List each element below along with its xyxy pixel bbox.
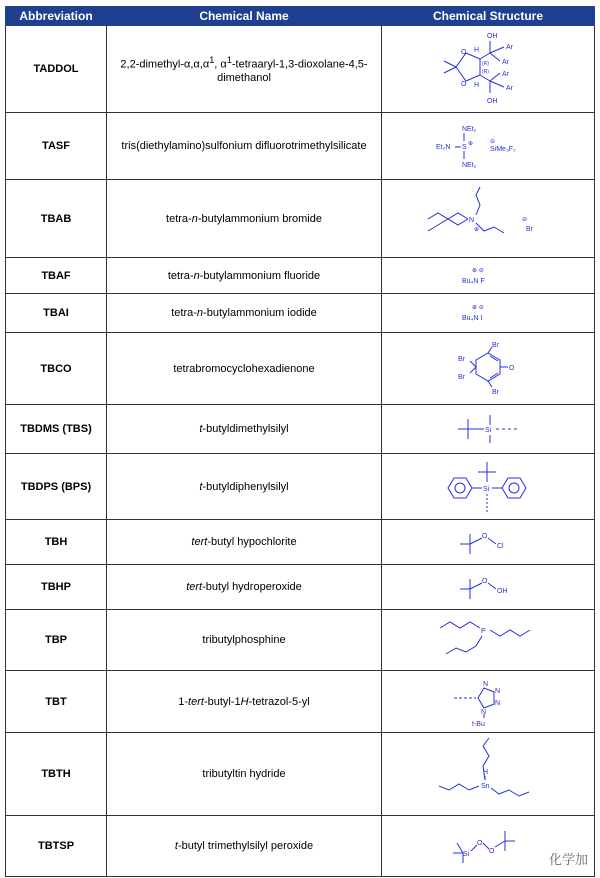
table-row	[6, 180, 595, 258]
chemical-name-cell: 1-tert-butyl-1H-tetrazol-5-yl	[107, 671, 382, 733]
table-header-row	[6, 7, 595, 26]
abbreviation-cell: TASF	[6, 113, 107, 180]
structure-cell	[382, 733, 595, 816]
tbco-structure	[448, 339, 528, 399]
chemical-name-cell: tetra-n-butylammonium fluoride	[107, 258, 382, 294]
taddol-structure	[428, 29, 548, 109]
abbreviation-table	[5, 6, 595, 877]
stereo-label: (R)	[482, 69, 489, 75]
tbaf-structure	[458, 263, 518, 289]
table-row	[6, 610, 595, 671]
h-label: H	[483, 769, 489, 776]
structure-cell	[382, 294, 595, 333]
charge-label: ⊕ ⊖	[472, 267, 484, 274]
sn-label: Sn	[481, 783, 490, 790]
abbreviation-cell: TBDPS (BPS)	[6, 454, 107, 520]
header-chemical-name: Chemical Name	[107, 7, 382, 26]
abbreviation-cell: TBT	[6, 671, 107, 733]
s-label: S	[462, 144, 467, 151]
table-row	[6, 520, 595, 565]
si-label: Si	[463, 851, 470, 858]
table-row	[6, 733, 595, 816]
structure-cell	[382, 180, 595, 258]
n-label: N	[495, 699, 501, 707]
n-label: N	[469, 216, 475, 224]
chemical-name-cell: tris(diethylamino)sulfonium difluorotrimethylsilicate	[107, 113, 382, 180]
chemical-name-cell: tetra-n-butylammonium bromide	[107, 180, 382, 258]
tbu-label: t-Bu	[472, 720, 485, 728]
tbai-structure	[458, 300, 518, 326]
tbth-structure	[433, 736, 543, 812]
br-label: Br	[492, 388, 499, 396]
table-row	[6, 454, 595, 520]
chemical-name-cell: tert-butyl hydroperoxide	[107, 565, 382, 610]
abbreviation-cell: TBHP	[6, 565, 107, 610]
formula-label: Bu₄N I	[462, 315, 483, 322]
chemical-name-cell: t-butyldimethylsilyl	[107, 405, 382, 454]
tbdps-structure	[438, 458, 538, 516]
abbreviation-cell: TBH	[6, 520, 107, 565]
formula-label: Bu₄N F	[462, 277, 485, 285]
structure-cell	[382, 26, 595, 113]
n-label: N	[481, 708, 487, 716]
tbab-structure	[418, 187, 558, 251]
structure-cell	[382, 405, 595, 454]
chemical-name-cell: tributylphosphine	[107, 610, 382, 671]
br-label: Br	[458, 373, 465, 381]
abbreviation-cell: TBAB	[6, 180, 107, 258]
table-row	[6, 565, 595, 610]
abbreviation-cell: TADDOL	[6, 26, 107, 113]
watermark: 化学加	[548, 852, 588, 867]
table-row	[6, 113, 595, 180]
chemical-name-cell: t-butyldiphenylsilyl	[107, 454, 382, 520]
o-label: O	[482, 578, 488, 585]
table-row	[6, 816, 595, 877]
h-label: H	[474, 82, 480, 89]
structure-cell	[382, 671, 595, 733]
stereo-label: (R)	[482, 61, 489, 67]
tbhp-structure	[448, 569, 528, 605]
header-abbreviation: Abbreviation	[6, 7, 107, 26]
abbreviation-cell: TBDMS (TBS)	[6, 405, 107, 454]
ar-label: Ar	[502, 71, 509, 78]
ar-label: Ar	[502, 59, 509, 66]
table-row	[6, 294, 595, 333]
structure-cell	[382, 520, 595, 565]
abbreviation-cell: TBTSP	[6, 816, 107, 877]
structure-cell	[382, 610, 595, 671]
tasf-structure	[428, 121, 548, 171]
abbreviation-cell: TBCO	[6, 333, 107, 405]
chemical-name-cell: $2,2-dimethyl-\alpha,\alpha,\alpha^1$, $\alpha^1-tetraaryl-1,3-dioxolane-4,5$-dimethanol	[107, 26, 382, 113]
chemical-name-cell: tetrabromocyclohexadienone	[107, 333, 382, 405]
n-label: N	[483, 680, 489, 688]
o-label: O	[482, 533, 488, 540]
ar-label: Ar	[506, 85, 513, 92]
structure-cell	[382, 333, 595, 405]
tbh-structure	[448, 524, 528, 560]
o-label: O	[461, 81, 467, 88]
tbt-structure	[448, 674, 528, 730]
abbreviation-cell: TBAI	[6, 294, 107, 333]
o-label: O	[489, 848, 495, 855]
ar-label: Ar	[506, 44, 513, 51]
chemical-name-cell: tetra-n-butylammonium iodide	[107, 294, 382, 333]
br-label: Br	[458, 355, 465, 363]
si-label: Si	[483, 485, 490, 493]
structure-cell	[382, 565, 595, 610]
abbreviation-cell: TBTH	[6, 733, 107, 816]
structure-cell	[382, 258, 595, 294]
net2-label: NEt₂	[462, 162, 477, 169]
h-label: H	[474, 47, 480, 54]
table-row	[6, 405, 595, 454]
oh-label: OH	[487, 33, 498, 40]
et2n-label: Et₂N	[436, 144, 451, 151]
table-row	[6, 333, 595, 405]
chemical-name-cell: tert-butyl hypochlorite	[107, 520, 382, 565]
o-label: O	[509, 364, 515, 372]
br-label: Br	[526, 225, 533, 233]
structure-cell	[382, 454, 595, 520]
o-label: O	[461, 49, 467, 56]
minus-charge: ⊖	[522, 216, 528, 223]
oh-label: OH	[497, 588, 508, 595]
minus-charge: ⊖	[490, 139, 496, 145]
oh-label: OH	[487, 98, 498, 105]
header-chemical-structure: Chemical Structure	[382, 7, 595, 26]
plus-charge: ⊕	[468, 141, 474, 147]
o-label: O	[477, 840, 483, 847]
charge-label: ⊕ ⊖	[472, 305, 484, 311]
si-label: Si	[485, 427, 492, 434]
net2-label: NEt₂	[462, 126, 477, 133]
n-label: N	[495, 687, 501, 695]
chemical-name-cell: tributyltin hydride	[107, 733, 382, 816]
br-label: Br	[492, 341, 499, 349]
structure-cell	[382, 113, 595, 180]
table-row	[6, 671, 595, 733]
table-row	[6, 26, 595, 113]
plus-charge: ⊕	[474, 226, 480, 233]
abbreviation-cell: TBAF	[6, 258, 107, 294]
abbreviation-cell: TBP	[6, 610, 107, 671]
tbp-structure	[428, 614, 548, 666]
tbtsp-structure	[433, 821, 543, 871]
chemical-name-cell: t-butyl trimethylsilyl peroxide	[107, 816, 382, 877]
silicate-label: SiMe₃F₂	[490, 146, 516, 153]
p-label: P	[481, 628, 486, 635]
cl-label: Cl	[497, 543, 504, 550]
table-row	[6, 258, 595, 294]
tbdms-structure	[448, 409, 528, 449]
